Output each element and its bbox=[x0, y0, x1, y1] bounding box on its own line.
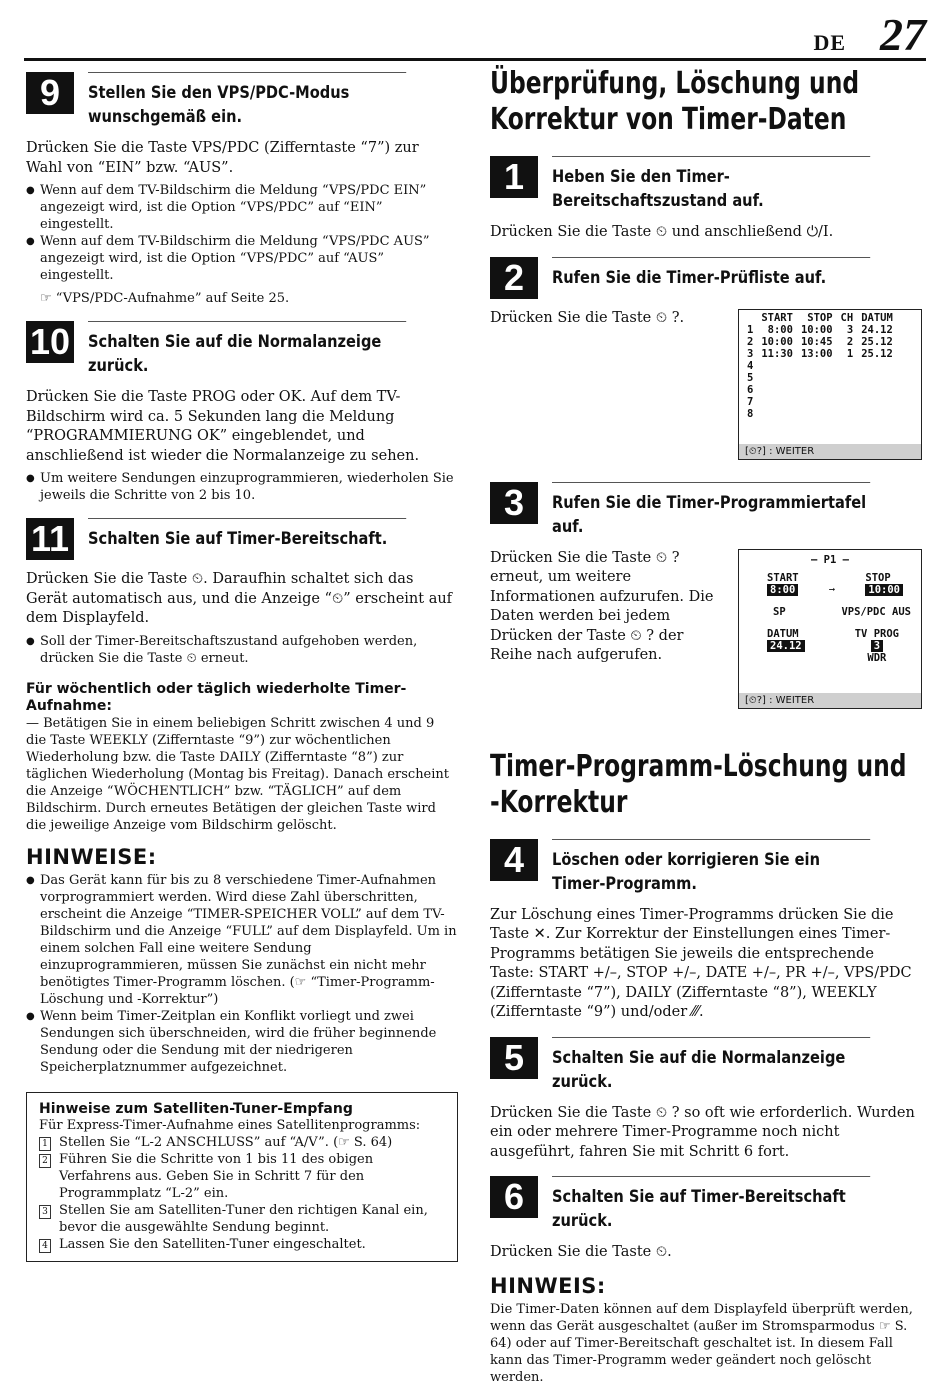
item-number: 3 bbox=[39, 1205, 51, 1219]
bullet-list bbox=[26, 470, 458, 504]
start-value: 8:00 bbox=[767, 584, 798, 596]
section-heading: Überprüfung, Löschung und Korrektur von Timer-Daten bbox=[490, 66, 860, 137]
table-header: STOP bbox=[807, 311, 833, 324]
step-title: Rufen Sie die Timer-Prüfliste auf. bbox=[552, 257, 870, 290]
list-item bbox=[39, 1202, 445, 1236]
step-11 bbox=[26, 518, 458, 560]
step-body: Drücken Sie die Taste PROG oder OK. Auf dem TV-Bildschirm wird ca. 5 Sekunden lang die Meldung “PROGRAMMIERUNG OK” eingeblendet, und anschließend ist wieder die Normalanzeige zu sehen. bbox=[26, 389, 420, 464]
step-title: Heben Sie den Timer-Bereitschaftszustand auf. bbox=[552, 156, 870, 213]
start-field bbox=[767, 572, 799, 596]
step-title: Schalten Sie auf Timer-Bereitschaft zurück. bbox=[552, 1176, 870, 1233]
table-cell: 2 bbox=[846, 335, 854, 348]
satellite-notes-box bbox=[26, 1092, 458, 1262]
list-item: ● Soll der Timer-Bereitschaftszustand aufgehoben werden, drücken Sie die Taste ⏲ erneut. bbox=[40, 633, 458, 667]
step-6 bbox=[490, 1176, 922, 1233]
step-number: 6 bbox=[490, 1176, 538, 1218]
vps-value: VPS/PDC AUS bbox=[841, 605, 911, 618]
left-column bbox=[26, 72, 458, 1262]
bullet-list bbox=[26, 633, 458, 667]
start-stop-row bbox=[739, 566, 921, 596]
step-number: 3 bbox=[490, 482, 538, 524]
step-number: 2 bbox=[490, 257, 538, 299]
language-label: DE bbox=[813, 30, 846, 55]
step-title: Schalten Sie auf Timer-Bereitschaft. bbox=[88, 518, 406, 551]
box-intro: Für Express-Timer-Aufnahme eines Satellitenprogramms: bbox=[39, 1117, 421, 1133]
step-number: 11 bbox=[26, 518, 74, 560]
step-9 bbox=[26, 72, 458, 129]
table-cell: 2 bbox=[747, 335, 754, 348]
weekly-heading: Für wöchentlich oder täglich wiederholte Timer-Aufnahme: bbox=[26, 680, 407, 714]
tvprog-label: TV PROG bbox=[854, 627, 899, 640]
list-item: ● Das Gerät kann für bis zu 8 verschiedene Timer-Aufnahmen vorprogrammiert werden. Wird diese Zahl überschritten, erscheint die Anzeige “TIMER-SPEICHER VOLL” auf dem TV-Bildschirm und die Anzeige “FULL” auf dem Displayfeld. Um in einem solchen Fall eine weitere Sendung einzuprogrammieren, müssen Sie zunächst ein nicht mehr benötigtes Timer-Programm löschen. (☞ “Timer-Programm-Löschung und -Korrektur”) bbox=[40, 872, 458, 1008]
list-item bbox=[39, 1134, 445, 1151]
notes-heading: HINWEISE: bbox=[26, 844, 157, 869]
table-cell: 25.12 bbox=[861, 335, 893, 348]
table-cell: 8:00 bbox=[767, 323, 793, 336]
table-cell: 5 bbox=[747, 371, 754, 384]
step-body: Drücken Sie die Taste ⏲ und anschließend ⏻/I. bbox=[490, 224, 834, 240]
table-row bbox=[743, 348, 897, 360]
timer-table bbox=[743, 312, 897, 420]
table-row bbox=[743, 408, 897, 420]
date-row bbox=[739, 618, 921, 664]
note-body: Die Timer-Daten können auf dem Displayfeld überprüft werden, wenn das Gerät ausgeschaltet (außer im Stromsparmodus ☞ S. 64) oder auf Timer-Bereitschaft geschaltet ist. In diesem Fall kann das Timer-Programm weder geändert noch gelöscht werden. bbox=[490, 1301, 913, 1385]
step-1 bbox=[490, 156, 922, 213]
step-number: 1 bbox=[490, 156, 538, 198]
note-heading: HINWEIS: bbox=[490, 1273, 606, 1298]
box-title: Hinweise zum Satelliten-Tuner-Empfang bbox=[39, 1100, 353, 1117]
bullet-list bbox=[26, 182, 458, 284]
step-10 bbox=[26, 321, 458, 378]
step-2-content bbox=[490, 309, 922, 460]
step-title: Löschen oder korrigieren Sie ein Timer-Programm. bbox=[552, 839, 870, 896]
stop-label: STOP bbox=[865, 571, 891, 584]
item-number: 4 bbox=[39, 1239, 51, 1253]
station-name: WDR bbox=[867, 651, 887, 664]
notes-list bbox=[26, 872, 458, 1076]
step-title: Stellen Sie den VPS/PDC-Modus wunschgemäß ein. bbox=[88, 72, 406, 129]
table-cell: 24.12 bbox=[861, 323, 893, 336]
table-cell: 1 bbox=[846, 347, 854, 360]
right-column bbox=[490, 66, 922, 1396]
table-header: DATUM bbox=[861, 311, 893, 324]
table-cell: 7 bbox=[747, 395, 754, 408]
table-cell: 3 bbox=[846, 323, 854, 336]
tvprog-field bbox=[855, 628, 899, 664]
table-header-row bbox=[743, 312, 897, 324]
item-text: Führen Sie die Schritte von 1 bis 11 des obigen Verfahrens aus. Geben Sie in Schritt 7 für den Programmplatz “L-2” ein. bbox=[59, 1151, 374, 1201]
stop-field bbox=[865, 572, 903, 596]
table-cell: 10:45 bbox=[800, 335, 833, 348]
date-value: 24.12 bbox=[767, 640, 805, 652]
table-row bbox=[743, 384, 897, 396]
step-title: Schalten Sie auf die Normalanzeige zurück. bbox=[552, 1037, 870, 1094]
list-item: ● Wenn auf dem TV-Bildschirm die Meldung “VPS/PDC EIN” angezeigt wird, ist die Option “VPS/PDC” auf “EIN” eingestellt. bbox=[40, 182, 458, 233]
item-text: Lassen Sie den Satelliten-Tuner eingeschaltet. bbox=[59, 1236, 366, 1252]
table-row bbox=[743, 324, 897, 336]
item-number: 1 bbox=[39, 1137, 51, 1151]
table-cell: 25.12 bbox=[861, 347, 893, 360]
step-number: 4 bbox=[490, 839, 538, 881]
table-header bbox=[743, 312, 757, 324]
item-text: Stellen Sie am Satelliten-Tuner den richtigen Kanal ein, bevor die ausgewählte Sendung beginnt. bbox=[59, 1202, 428, 1235]
table-cell: 4 bbox=[747, 359, 754, 372]
list-item: ● Um weitere Sendungen einzuprogrammieren, wiederholen Sie jeweils die Schritte von 2 bis 10. bbox=[40, 470, 458, 504]
table-row bbox=[743, 372, 897, 384]
mode-row bbox=[739, 596, 921, 618]
program-title: – P1 – bbox=[811, 553, 849, 566]
page-number: 27 bbox=[880, 9, 926, 60]
weekly-body: — Betätigen Sie in einem beliebigen Schritt zwischen 4 und 9 die Taste WEEKLY (Zifferntaste “9”) zur wöchentlichen Wiederholung bzw. die Taste DAILY (Zifferntaste “8”) zur täglichen Wiederholung (Montag bis Freitag). Danach erscheint die Anzeige “WÖCHENTLICH” bzw. “TÄGLICH” auf dem Bildschirm. Durch erneutes Betätigen der gleichen Taste wird die jeweilige Anzeige vom Bildschirm gelöscht. bbox=[26, 715, 450, 833]
table-header: CH bbox=[840, 311, 854, 324]
step-body: Drücken Sie die Taste ⏲ ? so oft wie erforderlich. Wurden ein oder mehrere Timer-Programme noch nicht ausgeführt, fahren Sie mit Schritt 6 fort. bbox=[490, 1104, 915, 1160]
list-item: ● Wenn auf dem TV-Bildschirm die Meldung “VPS/PDC AUS” angezeigt wird, ist die Option “VPS/PDC” auf “AUS” eingestellt. bbox=[40, 233, 458, 284]
tvprog-value: 3 bbox=[871, 640, 883, 652]
table-row bbox=[743, 360, 897, 372]
table-cell: 10:00 bbox=[800, 323, 833, 336]
page-header bbox=[24, 9, 926, 61]
section-heading: Timer-Programm-Löschung und -Korrektur bbox=[490, 748, 907, 820]
table-cell: 13:00 bbox=[800, 347, 833, 360]
step-3-content bbox=[490, 549, 922, 709]
list-item bbox=[39, 1236, 445, 1253]
step-4 bbox=[490, 839, 922, 896]
step-body: Drücken Sie die Taste VPS/PDC (Zifferntaste “7”) zur Wahl von “EIN” bzw. “AUS”. bbox=[26, 140, 419, 176]
table-row bbox=[743, 336, 897, 348]
step-title: Rufen Sie die Timer-Programmiertafel auf. bbox=[552, 482, 870, 539]
list-item bbox=[39, 1151, 445, 1202]
step-title: Schalten Sie auf die Normalanzeige zurück. bbox=[88, 321, 406, 378]
table-cell: 6 bbox=[747, 383, 754, 396]
step-5 bbox=[490, 1037, 922, 1094]
timer-programming-screen bbox=[738, 549, 922, 709]
item-text: Stellen Sie “L-2 ANSCHLUSS” auf “A/V”. (☞ S. 64) bbox=[59, 1134, 393, 1150]
date-field bbox=[767, 628, 805, 664]
table-row bbox=[743, 396, 897, 408]
list-item: ● Wenn beim Timer-Zeitplan ein Konflikt vorliegt und zwei Sendungen sich überschneiden, wird die früher beginnende Sendung oder die Sendung mit der niedrigeren Speicherplatznummer aufgezeichnet. bbox=[40, 1008, 458, 1076]
table-cell: 11:30 bbox=[761, 347, 793, 360]
step-body: Drücken Sie die Taste ⏲. Daraufhin schaltet sich das Gerät automatisch aus, und die Anzeige “⏲” erscheint auf dem Displayfeld. bbox=[26, 571, 453, 626]
step-body: Drücken Sie die Taste ⏲ ? erneut, um weitere Informationen aufzurufen. Die Daten werden bei jedem Drücken der Taste ⏲ ? der Reihe nach aufgerufen. bbox=[490, 549, 714, 663]
table-cell: 8 bbox=[747, 407, 754, 420]
step-body: Drücken Sie die Taste ⏲. bbox=[490, 1244, 672, 1260]
step-2 bbox=[490, 257, 922, 299]
step-body: Drücken Sie die Taste ⏲ ?. bbox=[490, 309, 685, 326]
speed-value: SP bbox=[773, 605, 786, 618]
table-header: START bbox=[761, 311, 793, 324]
step-number: 9 bbox=[26, 72, 74, 114]
screen-footer: [⏲?] : WEITER bbox=[739, 444, 921, 459]
screen-footer: [⏲?] : WEITER bbox=[739, 693, 921, 708]
stop-value: 10:00 bbox=[865, 584, 903, 596]
start-label: START bbox=[767, 571, 799, 584]
item-number: 2 bbox=[39, 1154, 51, 1168]
page-reference: ☞ “VPS/PDC-Aufnahme” auf Seite 25. bbox=[40, 291, 290, 306]
step-3 bbox=[490, 482, 922, 539]
date-label: DATUM bbox=[767, 627, 799, 640]
step-number: 5 bbox=[490, 1037, 538, 1079]
step-body: Zur Löschung eines Timer-Programms drücken Sie die Taste ✕. Zur Korrektur der Einstellungen eines Timer-Programms betätigen Sie jeweils die entsprechende Taste: START +/–, STOP +/–, DATE +/–, PR +/–, VPS/PDC (Zifferntaste “7”), DAILY (Zifferntaste “8”), WEEKLY (Zifferntaste “9”) und/oder ⁄⁄⁄. bbox=[490, 906, 912, 1020]
table-cell: 1 bbox=[747, 323, 754, 336]
step-number: 10 bbox=[26, 321, 74, 363]
timer-check-list-screen bbox=[738, 309, 922, 460]
arrow-icon: ➞ bbox=[828, 583, 836, 596]
table-cell: 3 bbox=[747, 347, 754, 360]
table-cell: 10:00 bbox=[761, 335, 793, 348]
